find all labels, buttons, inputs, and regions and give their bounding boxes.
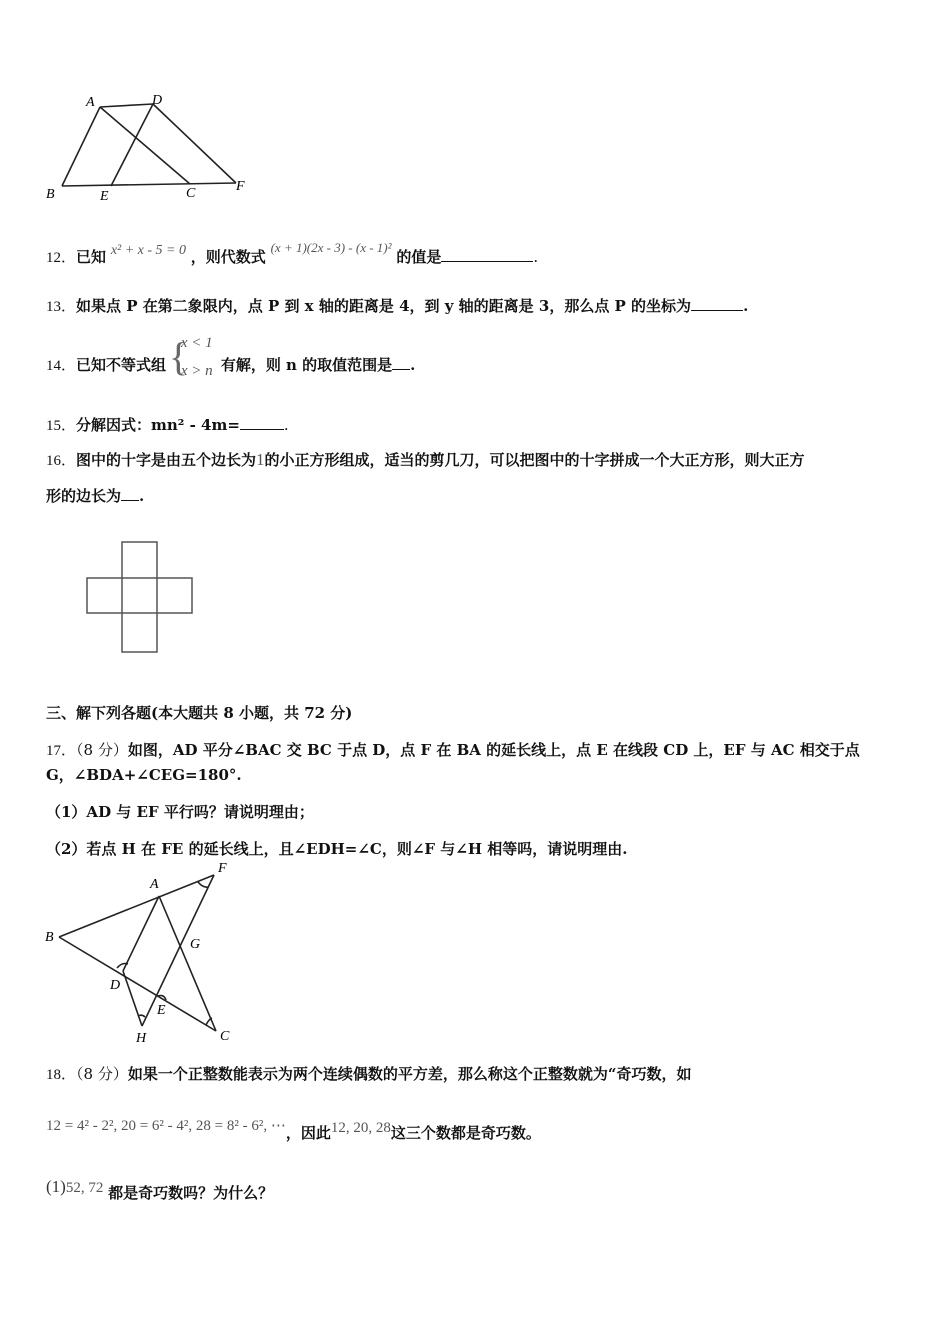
figure-17 [40,858,240,1048]
label-H: H [136,1031,147,1046]
answer-blank [441,246,533,262]
angle-arc-F [198,882,208,887]
question-13: 13．如果点 P 在第二象限内，点 P 到 x 轴的距离是 4，到 y 轴的距离是 3，那么点 P 的坐标为 . [46,297,749,315]
left-brace-icon: { [168,334,189,379]
segment-FH [142,875,214,1026]
angle-arc-C [206,1018,212,1025]
question-12: 12．已知 x² + x - 5 = 0 ，则代数式 (x + 1)(2x - 3) - (x - 1)² 的值是 . [46,240,539,266]
question-15: 15．分解因式：mn² ‑ 4m= . [46,416,289,434]
answer-blank [240,414,284,430]
figure-trapezoid [40,90,260,205]
label-C: C [220,1029,230,1044]
answer-blank [691,295,743,311]
question-17-part2: （2）若点 H 在 FE 的延长线上，且∠EDH=∠C，则∠F 与∠H 相等吗，请说明理由. [46,840,628,858]
segment-BF [59,875,214,937]
question-17-line1: 17．（8 分）如图，AD 平分∠BAC 交 BC 于点 D，点 F 在 BA 的延长线上，点 E 在线段 CD 上，EF 与 AC 相交于点 [46,741,860,759]
answer-blank [392,354,410,370]
label-F: F [236,179,245,194]
question-17-part1: （1）AD 与 EF 平行吗？请说明理由； [46,803,314,821]
label-F: F [218,861,227,876]
segment-BA [62,107,100,186]
expression: (x + 1)(2x - 3) - (x - 1)² [270,240,392,255]
question-18-line1: 18．（8 分）如果一个正整数能表示为两个连续偶数的平方差，那么称这个正整数就为“奇巧数，如 [46,1065,692,1083]
question-18-part1: (1)52, 72 都是奇巧数吗？为什么？ [46,1177,274,1202]
label-E: E [157,1003,166,1018]
segment-DH [123,971,142,1026]
answer-blank [121,485,139,501]
label-A: A [86,95,95,110]
figure-cross [84,540,196,658]
segment-AD [100,104,153,107]
question-17-line2: G，∠BDA+∠CEG=180°. [46,766,242,784]
question-16-line2: 形的边长为 . [46,487,145,505]
label-C: C [186,186,196,201]
inequality-system: { x < 1 x > n [171,356,221,376]
segment-DF [153,104,236,183]
label-A: A [150,877,159,892]
equation: x² + x - 5 = 0 [110,243,186,258]
label-D: D [110,978,121,993]
segment-AC [159,896,216,1031]
label-B: B [45,930,54,945]
examples: 12 = 4² - 2², 20 = 6² - 4², 28 = 8² - 6², ⋯ [46,1118,286,1134]
question-16-line1: 16．图中的十字是由五个边长为1的小正方形组成，适当的剪几刀，可以把图中的十字拼成一个大正方形，则大正方 [46,450,805,469]
segment-BF [62,183,236,186]
label-E: E [100,189,109,204]
segment-AD [123,896,159,971]
label-B: B [46,187,55,202]
question-14: 14．已知不等式组 { x < 1 x > n 有解，则 n 的取值范围是 . [46,354,415,377]
question-18-line2: 12 = 4² - 2², 20 = 6² - 4², 28 = 8² - 6², ⋯，因此12, 20, 28这三个数都是奇巧数。 [46,1118,541,1142]
section-title: 三、解下列各题(本大题共 8 小题，共 72 分) [46,704,353,722]
segment-DE [111,104,153,186]
label-G: G [190,937,201,952]
label-D: D [152,93,163,108]
